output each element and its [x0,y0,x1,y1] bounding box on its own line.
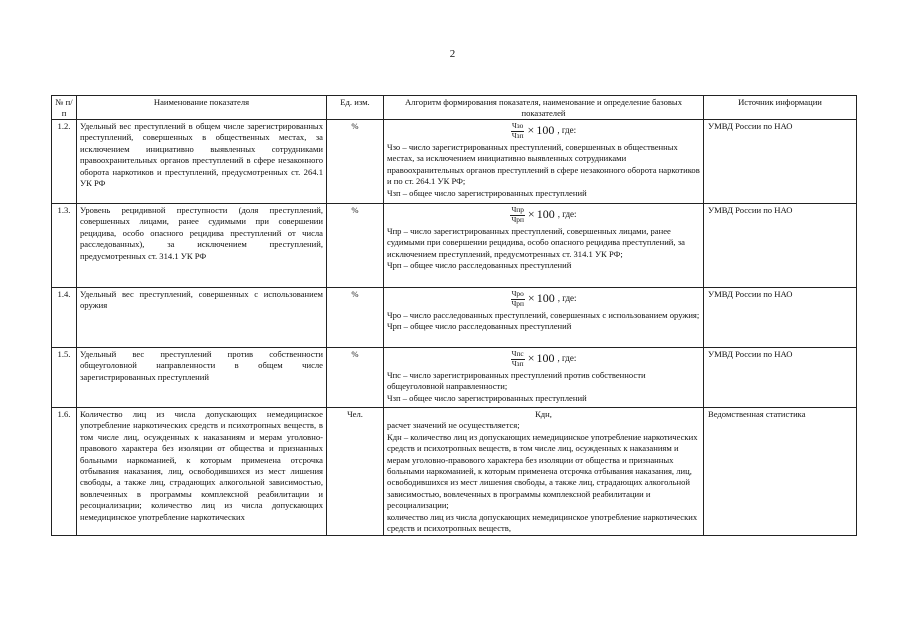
numerator: Чпс [511,349,524,358]
formula-suffix: , где: [557,293,577,304]
table-row [52,120,857,204]
definition: количество лиц из числа допускающих немедицинское употребление наркотических средств и психотропных веществ, [387,511,698,534]
source-cell: УМВД России по НАО [704,120,857,204]
fraction [511,350,525,368]
header-algorithm: Алгоритм формирования показателя, наименование и определение базовых показателей [384,96,704,120]
numerator: Чпр [511,205,524,214]
table-row [52,204,857,288]
formula [387,350,700,368]
table-row [52,348,857,408]
unit-cell: % [327,348,384,408]
definition: Кдн – количество лиц из допускающих немедицинское употребление наркотических средств и психотропных веществ, в том числе лиц, осужденных к наказаниям и мерам уголовно-правового характера без изоляции от общества и признанных больными наркоманией, к которым применена отсрочка отбывания наказания, лиц, освободившихся из мест лишения свободы, а также лиц, страдающих алкогольной зависимостью, вовлеченных в программы комплексной реабилитации и ресоциализации; [387,431,698,511]
table-header-row [52,96,857,120]
definition: Чрп – общее число расследованных преступлений [387,321,572,332]
multiply-sign: × [527,123,535,138]
algorithm-head: Кдн, [535,409,552,419]
unit-cell: % [327,120,384,204]
multiply-sign: × [527,207,535,222]
header-name: Наименование показателя [77,96,327,120]
header-unit: Ед. изм. [327,96,384,120]
denominator: Чзп [511,358,524,368]
source-cell: УМВД России по НАО [704,204,857,288]
unit-cell: % [327,288,384,348]
definition: расчет значений не осуществляется; [387,420,520,431]
algorithm-cell [384,120,704,204]
fraction [510,290,524,308]
factor: 100 [536,207,555,222]
algorithm-cell [384,348,704,408]
algorithm-cell [384,408,704,536]
indicator-name: Уровень рецидивной преступности (доля преступлений, совершенных лицами, ранее судимыми при совершении рецидива, особо опасного рецидива преступлений от числа расследованных), за исключением преступлений, предусмотренных ст. 314.1 УК РФ [77,204,327,288]
denominator: Чрп [511,298,524,308]
factor: 100 [536,291,555,306]
definition: Чпр – число зарегистрированных преступлений, совершенных лицами, ранее судимыми при совершении рецидива, особо опасного рецидива преступлений, за исключением преступлений, предусмотренных ст. 314.1 УК РФ; [387,226,685,259]
formula-suffix: , где: [557,125,577,136]
source-cell: УМВД России по НАО [704,348,857,408]
formula [387,122,700,140]
indicator-name: Удельный вес преступлений против собственности общеуголовной направленности в общем числе зарегистрированных преступлений [77,348,327,408]
algorithm-cell [384,288,704,348]
page-number: 2 [449,48,456,60]
header-num: № п/п [52,96,77,120]
factor: 100 [536,351,555,366]
formula-suffix: , где: [557,353,577,364]
row-number: 1.3. [52,204,77,288]
algorithm-cell [384,204,704,288]
definition: Чрп – общее число расследованных преступлений [387,260,572,271]
formula [387,290,700,308]
unit-cell: Чел. [327,408,384,536]
source-cell: УМВД России по НАО [704,288,857,348]
row-number: 1.4. [52,288,77,348]
row-number: 1.2. [52,120,77,204]
row-number: 1.6. [52,408,77,536]
definition: Чпс – число зарегистрированных преступлений против собственности общеуголовной направленности; [387,370,646,392]
definition: Чзп – общее число зарегистрированных преступлений [387,187,587,198]
table-row [52,288,857,348]
fraction [511,122,525,140]
row-number: 1.5. [52,348,77,408]
indicators-table [51,95,857,536]
formula [387,206,700,224]
definition: Чро – число расследованных преступлений, совершенных с использованием оружия; [387,310,700,320]
multiply-sign: × [527,291,535,306]
multiply-sign: × [527,351,535,366]
indicator-name: Количество лиц из числа допускающих немедицинское употребление наркотических средств и психотропных веществ, в том числе лиц, осужденных к наказаниям и мерам уголовно-правового характера без изоляции от общества и признанных больными наркоманией, к которым применена отсрочка отбывания наказания, лиц, освободившихся из мест лишения свободы, а также лиц, страдающих алкогольной зависимостью, вовлеченных в программы комплексной реабилитации и ресоциализации; количество лиц из числа допускающих немедицинское употребление наркотических [77,408,327,536]
indicator-name: Удельный вес преступлений, совершенных с использованием оружия [77,288,327,348]
indicator-name: Удельный вес преступлений в общем числе зарегистрированных преступлений, совершенных в общественных местах, за исключением инициативно выявленных сотрудниками правоохранительных органов преступлений в сфере незаконного оборота наркотиков и преступлений, предусмотренных ст. 264.1 УК РФ [77,120,327,204]
formula-suffix: , где: [557,209,577,220]
denominator: Чрп [511,214,524,224]
header-source: Источник информации [704,96,857,120]
source-cell: Ведомственная статистика [704,408,857,536]
definition: Чзо – число зарегистрированных преступлений, совершенных в общественных местах, за исключением инициативно выявленных сотрудниками правоохранительных органов преступлений в сфере незаконного оборота наркотиков и по ст. 264.1 УК РФ; [387,142,700,187]
unit-cell: % [327,204,384,288]
fraction [510,206,524,224]
table-row [52,408,857,536]
numerator: Чро [511,289,524,298]
factor: 100 [536,123,555,138]
numerator: Чзо [512,121,524,130]
denominator: Чзп [511,130,524,140]
definition: Чзп – общее число зарегистрированных преступлений [387,392,587,403]
